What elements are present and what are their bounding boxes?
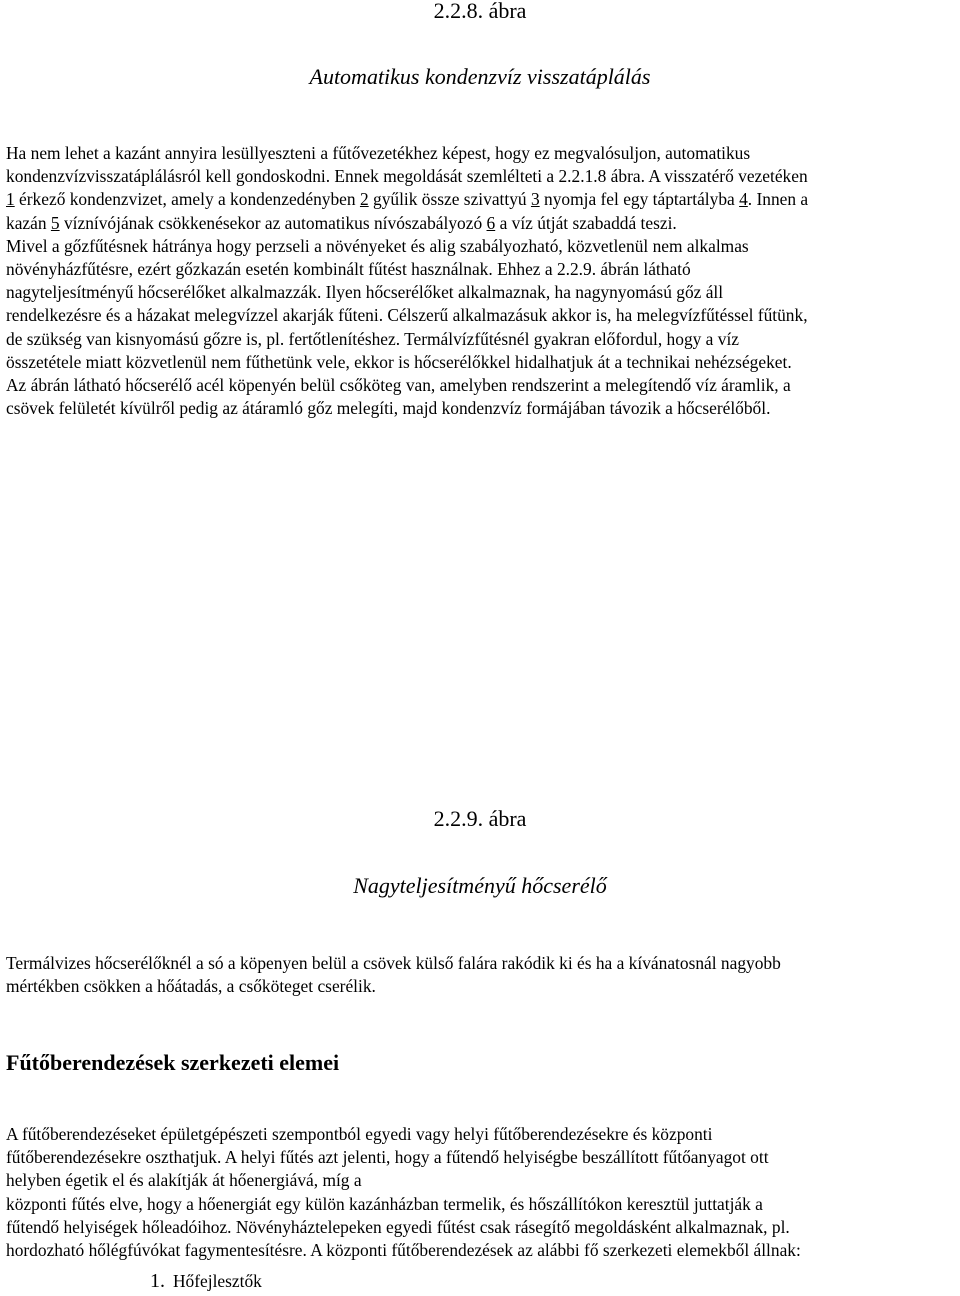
paragraph-condensate-return — [6, 142, 956, 420]
text-line — [6, 212, 956, 235]
list-item — [150, 1268, 262, 1294]
text-line: nagyteljesítményű hőcserélőket alkalmazzák. Ilyen hőcserélőket alkalmaznak, ha nagynyomású gőz áll — [6, 282, 724, 303]
figure-title-2-2-9: Nagyteljesítményű hőcserélő — [353, 873, 607, 898]
text-fragment: . Innen a — [747, 189, 809, 210]
text-line: fűtendő helyiségek hőleadóihoz. Növényháztelepeken egyedi fűtést csak rásegítő megoldásként alkalmaznak, pl. — [6, 1216, 790, 1237]
reference-number-3: 3 — [530, 189, 540, 210]
text-line: Mivel a gőzfűtésnek hátránya hogy perzseli a növényeket és alig szabályozható, közvetlenül nem alkalmas — [6, 235, 749, 256]
text-line: Ha nem lehet a kazánt annyira lesüllyeszteni a fűtővezetékhez képest, hogy ez megvalósuljon, automatikus — [6, 143, 751, 163]
text-line: összetétele miatt közvetlenül nem fűthetünk vele, ekkor is hőcserélőkkel hidalhatjuk át a technikai nehézségeket. — [6, 351, 792, 372]
text-line: hordozható hőlégfúvókat fagymentesítésre. A központi fűtőberendezések az alábbi fő szerkezeti elemekből állnak: — [6, 1240, 801, 1261]
reference-number-4: 4 — [739, 189, 748, 210]
text-fragment: kazán — [6, 212, 51, 233]
text-line: növényházfűtésre, ezért gőzkazán esetén kombinált fűtést használnak. Ehhez a 2.2.9. ábrán látható — [6, 259, 691, 280]
list-item-label: Hőfejlesztők — [173, 1271, 262, 1291]
figure-number-2-2-9: 2.2.9. ábra — [433, 806, 527, 831]
text-line: csövek felületét kívülről pedig az átáramló gőz melegíti, majd kondenzvíz formájában távozik a hőcserélőből. — [6, 398, 771, 419]
text-fragment: nyomja fel egy táptartályba — [539, 189, 740, 210]
text-fragment: víznívójának csökkenésekor az automatikus nívószabályozó — [59, 212, 487, 233]
text-line: központi fűtés elve, hogy a hőenergiát egy külön kazánházban termelik, és hőszállítókon keresztül juttatják a — [6, 1193, 763, 1214]
text-fragment: a víz útját szabaddá teszi. — [495, 212, 677, 233]
text-line — [6, 188, 956, 211]
reference-number-5: 5 — [50, 212, 60, 233]
figure-number-2-2-8: 2.2.8. ábra — [433, 0, 527, 23]
list-item-number: 1. — [150, 1270, 165, 1292]
text-line: de szükség van kisnyomású gőzre is, pl. fertőtlenítéshez. Termálvízfűtésnél gyakran előfordul, hogy a víz — [6, 328, 739, 349]
text-line: Termálvizes hőcserélőknél a só a köpenyen belül a csövek külső falára rakódik ki és ha a kívánatosnál nagyobb — [6, 953, 781, 973]
paragraph-heating-equipment — [6, 1123, 956, 1262]
text-line: helyben égetik el és alakítják át hőenergiává, míg a — [6, 1170, 362, 1191]
text-line: mértékben csökken a hőátadás, a csőköteget cserélik. — [6, 976, 376, 997]
text-line: A fűtőberendezéseket épületgépészeti szempontból egyedi vagy helyi fűtőberendezésekre és központi — [6, 1124, 713, 1144]
figure-title-2-2-8: Automatikus kondenzvíz visszatáplálás — [309, 64, 651, 89]
reference-number-6: 6 — [486, 212, 496, 233]
text-line: kondenzvízvisszatáplálásról kell gondoskodni. Ennek megoldását szemlélteti a 2.2.1.8 ábra. A visszatérő vezetéken — [6, 166, 808, 187]
paragraph-thermal-heat-exchanger — [6, 952, 956, 998]
section-heading: Fűtőberendezések szerkezeti elemei — [6, 1050, 340, 1075]
text-line: fűtőberendezésekre oszthatjuk. A helyi fűtés azt jelenti, hogy a fűtendő helyiségbe beszállított fűtőanyagot ott — [6, 1147, 769, 1168]
text-fragment: érkező kondenzvizet, amely a kondenzedényben — [14, 189, 360, 210]
text-fragment: gyűlik össze szivattyú — [368, 189, 531, 210]
text-line: rendelkezésre és a házakat melegvízzel akarják fűteni. Célszerű alkalmazásuk akkor is, ha melegvízfűtéssel fűtünk, — [6, 305, 808, 326]
text-line: Az ábrán látható hőcserélő acél köpenyén belül csőköteg van, amelyben rendszerint a melegítendő víz áramlik, a — [6, 375, 791, 396]
reference-number-1: 1 — [6, 189, 15, 210]
reference-number-2: 2 — [359, 189, 369, 210]
